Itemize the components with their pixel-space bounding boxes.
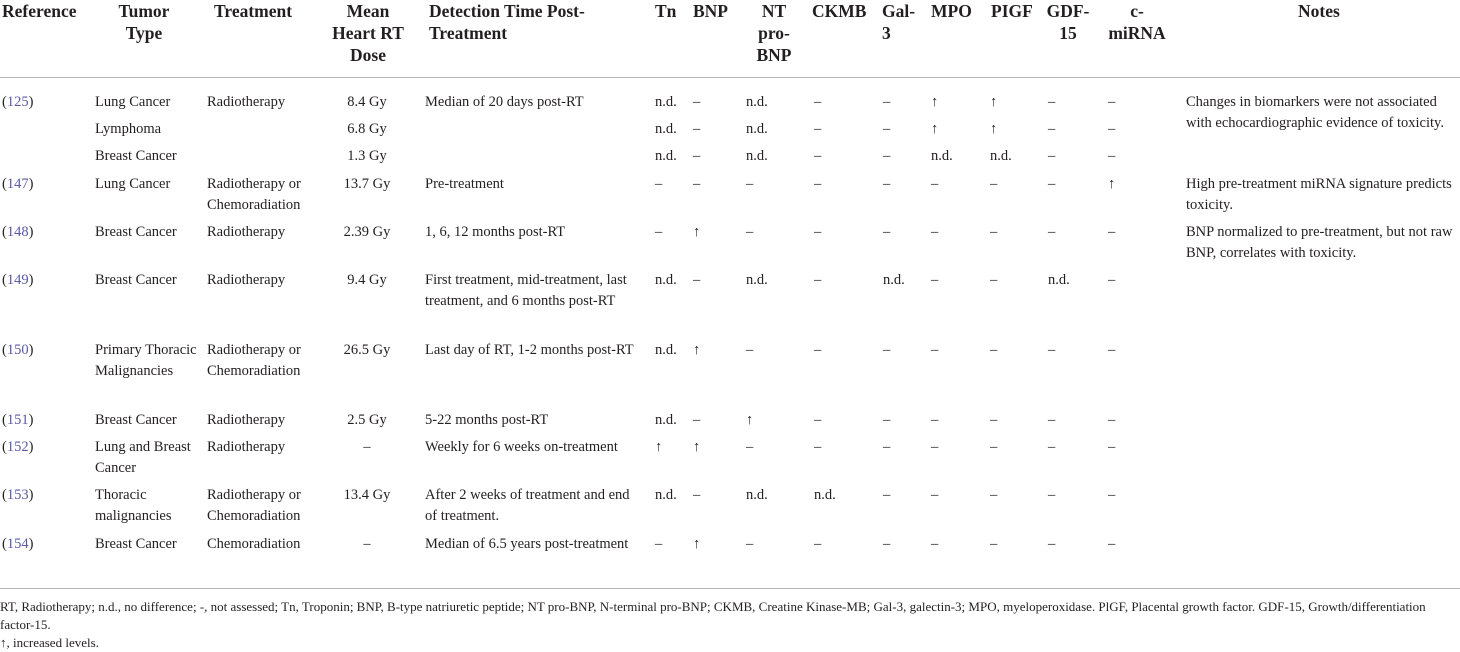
bnp-cell: ↑: [693, 439, 701, 455]
tumor-cell: Breast Cancer: [95, 536, 177, 552]
mpo-cell: n.d.: [931, 148, 953, 164]
tn-cell: –: [655, 176, 663, 192]
mpo-cell: –: [931, 342, 939, 358]
ntprobnp-cell: ↑: [746, 412, 754, 428]
cmirna-cell: –: [1108, 224, 1116, 240]
notes-cell: BNP normalized to pre-treatment, but not raw BNP, correlates with toxicity.: [1186, 224, 1453, 261]
tumor-cell: Breast Cancer: [95, 224, 177, 240]
treatment-cell: Radiotherapy: [207, 224, 286, 240]
gal3-cell: –: [883, 412, 891, 428]
dose-cell: 2.39 Gy: [343, 224, 391, 240]
tn-cell: ↑: [655, 439, 663, 455]
tumor-cell: Lung Cancer: [95, 94, 171, 110]
gal3-cell: –: [883, 224, 891, 240]
reference-link[interactable]: 149: [6, 272, 29, 288]
cmirna-cell: –: [1108, 342, 1116, 358]
tumor-cell: Breast Cancer: [95, 412, 177, 428]
detection-cell: First treatment, mid-treatment, last treatment, and 6 months post-RT: [425, 272, 627, 309]
header-gdf15: GDF-15: [1046, 1, 1090, 43]
ntprobnp-cell: –: [746, 176, 754, 192]
treatment-cell: Radiotherapy: [207, 272, 286, 288]
header-pigf: PIGF: [991, 1, 1033, 21]
mpo-cell: –: [931, 272, 939, 288]
dose-cell: –: [363, 439, 371, 455]
reference-cell: [2, 410, 33, 431]
bnp-cell: –: [693, 148, 701, 164]
gdf15-cell: –: [1048, 487, 1056, 503]
gdf15-cell: n.d.: [1048, 272, 1070, 288]
header-tn: Tn: [655, 1, 677, 21]
reference-cell: [2, 174, 33, 195]
bnp-cell: ↑: [693, 224, 701, 240]
detection-cell: Last day of RT, 1-2 months post-RT: [425, 342, 634, 358]
treatment-cell: Radiotherapy: [207, 412, 286, 428]
ntprobnp-cell: n.d.: [746, 121, 768, 137]
tumor-cell: Breast Cancer: [95, 148, 177, 164]
pigf-cell: –: [990, 536, 998, 552]
reference-cell: [2, 222, 33, 243]
header-mean-heart-dose: Mean Heart RT Dose: [332, 1, 404, 65]
detection-cell: 1, 6, 12 months post-RT: [425, 224, 566, 240]
cmirna-cell: –: [1108, 94, 1116, 110]
gdf15-cell: –: [1048, 121, 1056, 137]
reference-link[interactable]: 147: [6, 176, 29, 192]
dose-cell: 13.4 Gy: [343, 487, 391, 503]
ref-paren-close: ): [28, 536, 34, 552]
header-bnp: BNP: [693, 1, 728, 21]
tn-cell: n.d.: [655, 148, 677, 164]
gdf15-cell: –: [1048, 176, 1056, 192]
mpo-cell: ↑: [931, 94, 939, 110]
ntprobnp-cell: n.d.: [746, 272, 768, 288]
ntprobnp-cell: –: [746, 536, 754, 552]
ref-paren-close: ): [28, 176, 34, 192]
header-rule: [0, 77, 1460, 78]
ckmb-cell: –: [814, 412, 822, 428]
treatment-cell: Radiotherapy or Chemoradiation: [207, 487, 301, 524]
header-detection-time: Detection Time Post-Treatment: [429, 1, 585, 43]
detection-cell: Pre-treatment: [425, 176, 504, 192]
reference-link[interactable]: 148: [6, 224, 29, 240]
reference-cell: [2, 437, 33, 458]
ckmb-cell: –: [814, 94, 822, 110]
reference-link[interactable]: 125: [6, 94, 29, 110]
reference-cell: [2, 534, 33, 555]
dose-cell: 8.4 Gy: [347, 94, 387, 110]
cmirna-cell: –: [1108, 412, 1116, 428]
gdf15-cell: –: [1048, 536, 1056, 552]
bnp-cell: –: [693, 94, 701, 110]
mpo-cell: –: [931, 487, 939, 503]
gdf15-cell: –: [1048, 439, 1056, 455]
gal3-cell: –: [883, 176, 891, 192]
reference-link[interactable]: 151: [6, 412, 29, 428]
header-gal3: Gal-3: [882, 1, 916, 43]
gal3-cell: –: [883, 439, 891, 455]
tn-cell: n.d.: [655, 342, 677, 358]
pigf-cell: n.d.: [990, 148, 1012, 164]
tn-cell: n.d.: [655, 94, 677, 110]
mpo-cell: –: [931, 176, 939, 192]
tumor-cell: Breast Cancer: [95, 272, 177, 288]
pigf-cell: –: [990, 176, 998, 192]
tumor-cell: Lymphoma: [95, 121, 162, 137]
tumor-cell: Thoracic malignancies: [95, 487, 172, 524]
ckmb-cell: –: [814, 121, 822, 137]
reference-link[interactable]: 152: [6, 439, 29, 455]
header-reference: Reference: [2, 1, 77, 21]
gal3-cell: n.d.: [883, 272, 905, 288]
footnote-abbreviations: RT, Radiotherapy; n.d., no difference; -, not assessed; Tn, Troponin; BNP, B-type natriuretic peptide; NT pro-BNP, N-terminal pro-BNP; CKMB, Creatine Kinase-MB; Gal-3, galectin-3; MPO, myeloperoxidase. PlGF, Placental growth factor. GDF-15, Growth/differentiation factor-15.: [0, 599, 1426, 632]
ntprobnp-cell: n.d.: [746, 487, 768, 503]
gal3-cell: –: [883, 487, 891, 503]
ref-paren-close: ): [28, 224, 34, 240]
ckmb-cell: –: [814, 224, 822, 240]
ckmb-cell: –: [814, 272, 822, 288]
ref-paren-open: (: [2, 439, 7, 455]
detection-cell: Median of 20 days post-RT: [425, 94, 584, 110]
cmirna-cell: –: [1108, 439, 1116, 455]
ref-paren-close: ): [28, 94, 34, 110]
tn-cell: –: [655, 224, 663, 240]
gdf15-cell: –: [1048, 412, 1056, 428]
pigf-cell: –: [990, 439, 998, 455]
ref-paren-open: (: [2, 94, 7, 110]
bnp-cell: –: [693, 272, 701, 288]
dose-cell: 6.8 Gy: [347, 121, 387, 137]
ntprobnp-cell: –: [746, 439, 754, 455]
cmirna-cell: –: [1108, 536, 1116, 552]
ckmb-cell: –: [814, 176, 822, 192]
ckmb-cell: –: [814, 148, 822, 164]
cmirna-cell: –: [1108, 121, 1116, 137]
ntprobnp-cell: –: [746, 342, 754, 358]
treatment-cell: Radiotherapy or Chemoradiation: [207, 176, 301, 213]
ckmb-cell: –: [814, 439, 822, 455]
dose-cell: 26.5 Gy: [343, 342, 391, 358]
header-ckmb: CKMB: [812, 1, 867, 21]
ref-paren-close: ): [28, 412, 34, 428]
gdf15-cell: –: [1048, 148, 1056, 164]
dose-cell: 1.3 Gy: [347, 148, 387, 164]
ref-paren-close: ): [28, 487, 34, 503]
notes-cell: High pre-treatment miRNA signature predicts toxicity.: [1186, 176, 1452, 213]
cmirna-cell: ↑: [1108, 176, 1116, 192]
header-nt-pro-bnp: NT pro-BNP: [756, 1, 792, 65]
header-treatment: Treatment: [214, 1, 293, 21]
ntprobnp-cell: n.d.: [746, 148, 768, 164]
pigf-cell: –: [990, 224, 998, 240]
pigf-cell: –: [990, 487, 998, 503]
bnp-cell: –: [693, 121, 701, 137]
cmirna-cell: –: [1108, 487, 1116, 503]
header-c-mirna: c-miRNA: [1108, 1, 1166, 43]
cmirna-cell: –: [1108, 148, 1116, 164]
bnp-cell: –: [693, 487, 701, 503]
treatment-cell: Chemoradiation: [207, 536, 301, 552]
ntprobnp-cell: –: [746, 224, 754, 240]
treatment-cell: Radiotherapy or Chemoradiation: [207, 342, 301, 379]
ref-paren-close: ): [28, 272, 34, 288]
reference-cell: [2, 270, 33, 291]
ckmb-cell: n.d.: [814, 487, 836, 503]
tn-cell: n.d.: [655, 121, 677, 137]
bnp-cell: ↑: [693, 536, 701, 552]
gal3-cell: –: [883, 536, 891, 552]
detection-cell: 5-22 months post-RT: [425, 412, 549, 428]
tumor-cell: Lung Cancer: [95, 176, 171, 192]
pigf-cell: ↑: [990, 94, 998, 110]
mpo-cell: –: [931, 536, 939, 552]
reference-cell: [2, 92, 33, 113]
reference-link[interactable]: 150: [6, 342, 29, 358]
treatment-cell: Radiotherapy: [207, 439, 286, 455]
ckmb-cell: –: [814, 342, 822, 358]
notes-cell: Changes in biomarkers were not associated with echocardiographic evidence of toxicity.: [1186, 94, 1444, 131]
gal3-cell: –: [883, 94, 891, 110]
tn-cell: n.d.: [655, 272, 677, 288]
header-notes: Notes: [1298, 1, 1340, 21]
footnote-arrow: ↑, increased levels.: [0, 635, 99, 650]
dose-cell: 2.5 Gy: [347, 412, 387, 428]
ref-paren-open: (: [2, 536, 7, 552]
ntprobnp-cell: n.d.: [746, 94, 768, 110]
gdf15-cell: –: [1048, 342, 1056, 358]
detection-cell: Median of 6.5 years post-treatment: [425, 536, 629, 552]
ref-paren-open: (: [2, 412, 7, 428]
pigf-cell: –: [990, 342, 998, 358]
bnp-cell: –: [693, 176, 701, 192]
mpo-cell: –: [931, 224, 939, 240]
ref-paren-open: (: [2, 342, 7, 358]
ref-paren-open: (: [2, 272, 7, 288]
tn-cell: n.d.: [655, 412, 677, 428]
tumor-cell: Primary Thoracic Malignancies: [95, 342, 197, 379]
mpo-cell: –: [931, 412, 939, 428]
reference-cell: [2, 485, 33, 506]
dose-cell: –: [363, 536, 371, 552]
dose-cell: 9.4 Gy: [347, 272, 387, 288]
footer-rule: [0, 588, 1460, 589]
gal3-cell: –: [883, 148, 891, 164]
treatment-cell: Radiotherapy: [207, 94, 286, 110]
bnp-cell: –: [693, 412, 701, 428]
pigf-cell: –: [990, 412, 998, 428]
reference-cell: [2, 340, 33, 361]
bnp-cell: ↑: [693, 342, 701, 358]
gdf15-cell: –: [1048, 94, 1056, 110]
cmirna-cell: –: [1108, 272, 1116, 288]
detection-cell: Weekly for 6 weeks on-treatment: [425, 439, 618, 455]
gal3-cell: –: [883, 121, 891, 137]
ref-paren-open: (: [2, 176, 7, 192]
ckmb-cell: –: [814, 536, 822, 552]
gal3-cell: –: [883, 342, 891, 358]
detection-cell: After 2 weeks of treatment and end of treatment.: [425, 487, 630, 524]
mpo-cell: ↑: [931, 121, 939, 137]
reference-link[interactable]: 153: [6, 487, 29, 503]
tn-cell: n.d.: [655, 487, 677, 503]
ref-paren-open: (: [2, 224, 7, 240]
gdf15-cell: –: [1048, 224, 1056, 240]
tumor-cell: Lung and Breast Cancer: [95, 439, 191, 476]
ref-paren-open: (: [2, 487, 7, 503]
header-tumor-type: Tumor Type: [118, 1, 170, 43]
pigf-cell: ↑: [990, 121, 998, 137]
reference-link[interactable]: 154: [6, 536, 29, 552]
ref-paren-close: ): [28, 439, 34, 455]
mpo-cell: –: [931, 439, 939, 455]
ref-paren-close: ): [28, 342, 34, 358]
dose-cell: 13.7 Gy: [343, 176, 391, 192]
pigf-cell: –: [990, 272, 998, 288]
tn-cell: –: [655, 536, 663, 552]
header-mpo: MPO: [931, 1, 972, 21]
